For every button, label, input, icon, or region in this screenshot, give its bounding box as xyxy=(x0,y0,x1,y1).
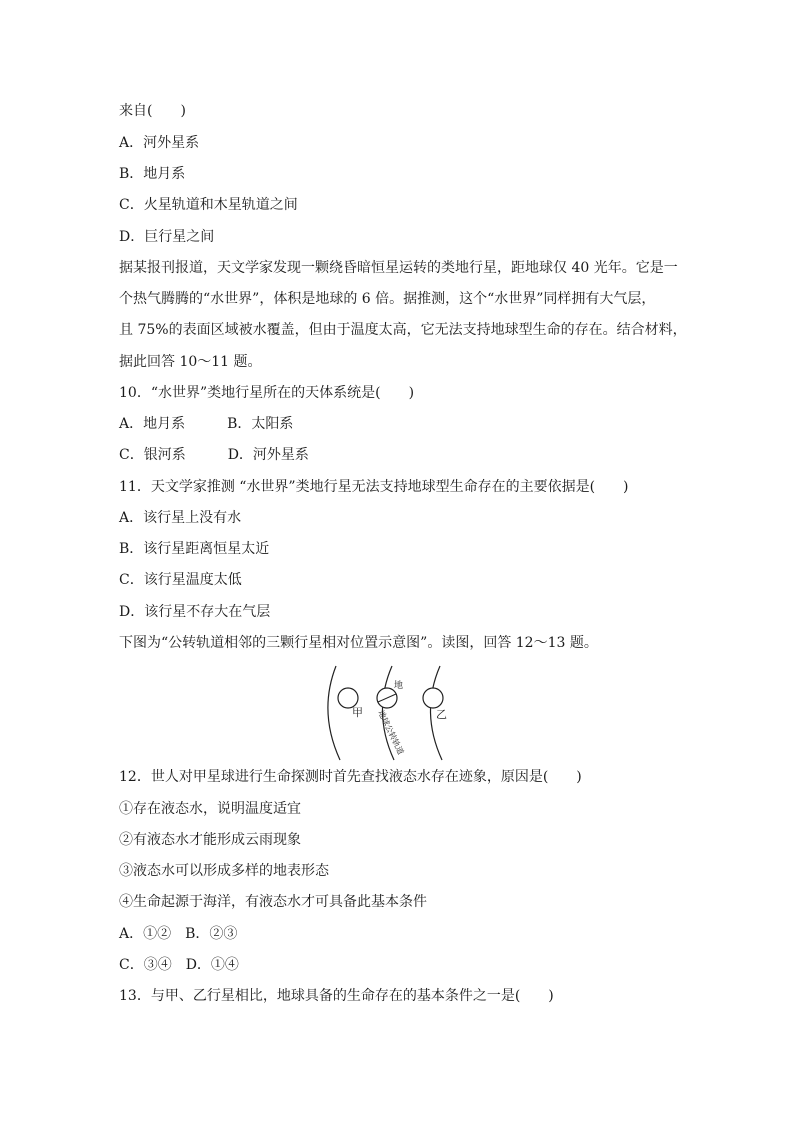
q12-item-2: ②有液态水才能形成云雨现象 xyxy=(119,832,301,848)
orbit-arc-jia xyxy=(328,666,340,760)
q11-option-c: C．该行星温度太低 xyxy=(119,572,242,588)
diagram-intro: 下图为“公转轨道相邻的三颗行星相对位置示意图”。读图，回答 12～13 题。 xyxy=(119,635,598,651)
q12-options-cd: C．③④ D．①④ xyxy=(119,957,239,973)
q10-options-ab: A．地月系 B．太阳系 xyxy=(119,416,294,432)
q12-item-3: ③液态水可以形成多样的地表形态 xyxy=(119,863,329,879)
material-paragraph-line: 据此回答 10～11 题。 xyxy=(119,354,262,370)
question-12: 12．世人对甲星球进行生命探测时首先查找液态水存在迹象，原因是( ) xyxy=(119,769,582,785)
planet-jia xyxy=(338,688,358,708)
q11-option-d: D．该行星不存大在气层 xyxy=(119,604,271,620)
option-a: A．河外星系 xyxy=(119,135,200,151)
question-10: 10．“水世界”类地行星所在的天体系统是( ) xyxy=(119,385,415,401)
q12-item-4: ④生命起源于海洋，有液态水才可具备此基本条件 xyxy=(119,894,427,910)
planet-yi xyxy=(423,688,443,708)
planet-orbit-diagram xyxy=(326,664,466,762)
label-earth-orbit: 地球公转轨道 xyxy=(376,708,406,757)
question-11: 11．天文学家推测 “水世界”类地行星无法支持地球型生命存在的主要依据是( ) xyxy=(119,479,629,495)
material-paragraph-line: 据某报刊报道，天文学家发现一颗绕昏暗恒星运转的类地行星，距地球仅 40 光年。它是一 xyxy=(119,260,678,276)
label-yi: 乙 xyxy=(436,708,447,721)
option-d: D．巨行星之间 xyxy=(119,229,215,245)
q11-option-a: A．该行星上没有水 xyxy=(119,510,242,526)
option-b: B．地月系 xyxy=(119,166,186,182)
question-13: 13．与甲、乙行星相比，地球具备的生命存在的基本条件之一是( ) xyxy=(119,988,554,1004)
option-c: C．火星轨道和木星轨道之间 xyxy=(119,197,298,213)
q12-options-ab: A．①② B．②③ xyxy=(119,926,238,942)
label-di: 地 xyxy=(394,681,404,691)
material-paragraph-line: 且 75%的表面区域被水覆盖，但由于温度太高，它无法支持地球型生命的存在。结合材料， xyxy=(119,322,687,338)
q11-option-b: B．该行星距离恒星太近 xyxy=(119,541,270,557)
q12-item-1: ①存在液态水，说明温度适宜 xyxy=(119,801,301,817)
label-jia: 甲 xyxy=(352,706,363,719)
material-paragraph-line: 个热气腾腾的“水世界”，体积是地球的 6 倍。据推测，这个“水世界”同样拥有大气层， xyxy=(119,291,656,307)
text-line: 来自( ) xyxy=(119,103,186,119)
q10-options-cd: C．银河系 D．河外星系 xyxy=(119,447,309,463)
